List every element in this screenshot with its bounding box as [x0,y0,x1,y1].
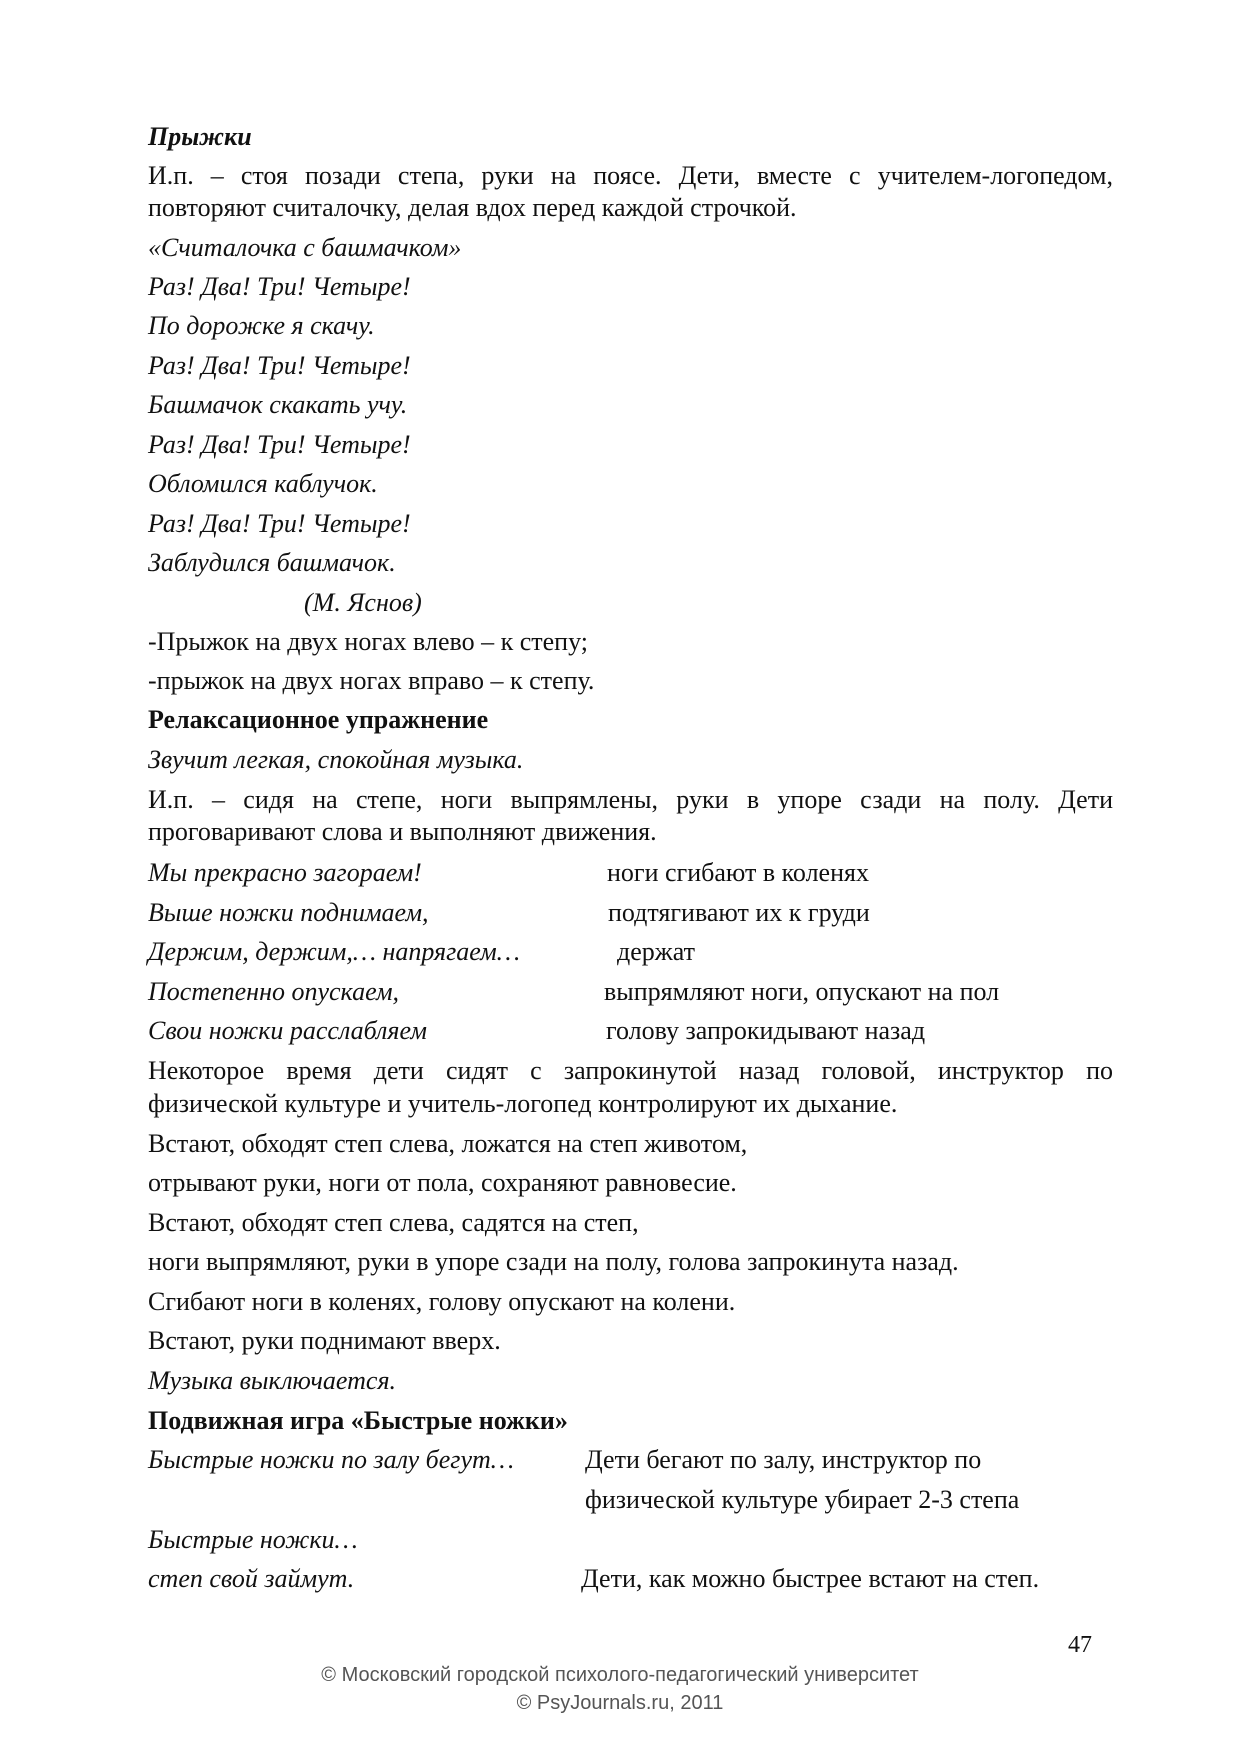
footer-copyright-journal: © PsyJournals.ru, 2011 [516,1692,724,1714]
game-words: степ свой займут. [148,1564,355,1593]
poem-line: Раз! Два! Три! Четыре! [148,272,411,301]
game-words: Быстрые ножки по залу бегут… [148,1445,514,1474]
jumps-intro-line-1: И.п. – стоя позади степа, руки на поясе. Дети, вместе с учителем-логопедом, [148,161,1113,190]
poem-line: Заблудился башмачок. [148,548,396,577]
relax-step: Встают, обходят степ слева, садятся на степ, [148,1208,639,1237]
section-heading-jumps: Прыжки [148,122,252,151]
relax-step: отрывают руки, ноги от пола, сохраняют равновесие. [148,1168,737,1197]
section-heading-relaxation: Релаксационное упражнение [148,705,489,734]
game-action: физической культуре убирает 2-3 степа [585,1485,1020,1514]
relax-action: ноги сгибают в коленях [607,858,869,887]
poem-line: По дорожке я скачу. [148,311,375,340]
relax-words: Постепенно опускаем, [148,977,400,1006]
relax-step: ноги выпрямляют, руки в упоре сзади на полу, голова запрокинута назад. [148,1247,959,1276]
poem-author: (М. Яснов) [304,588,422,617]
jumps-intro-line-2: повторяют считалочку, делая вдох перед каждой строчкой. [148,193,797,222]
section-heading-game: Подвижная игра «Быстрые ножки» [148,1406,568,1435]
relax-paragraph-line-2: физической культуре и учитель-логопед контролируют их дыхание. [148,1089,898,1118]
poem-line: Башмачок скакать учу. [148,390,408,419]
page-number: 47 [1068,1632,1092,1658]
poem-line: Обломился каблучок. [148,469,378,498]
footer-copyright-university: © Московский городской психолого-педагогический университет [321,1664,919,1686]
relax-action: подтягивают их к груди [608,898,870,927]
relax-action: голову запрокидывают назад [606,1016,926,1045]
music-on-note: Звучит легкая, спокойная музыка. [148,745,524,774]
poem-line: Раз! Два! Три! Четыре! [148,430,411,459]
jump-instruction: -прыжок на двух ногах вправо – к степу. [148,666,595,695]
jump-instruction: -Прыжок на двух ногах влево – к степу; [148,627,588,656]
game-action: Дети, как можно быстрее встают на степ. [581,1564,1040,1593]
relax-intro-line-1: И.п. – сидя на степе, ноги выпрямлены, руки в упоре сзади на полу. Дети [148,785,1113,814]
poem-line: Раз! Два! Три! Четыре! [148,351,411,380]
game-words: Быстрые ножки… [148,1525,358,1554]
poem-title: «Считалочка с башмачком» [148,233,462,262]
relax-action: держат [617,937,695,966]
relax-words: Выше ножки поднимаем, [148,898,429,927]
relax-paragraph-line-1: Некоторое время дети сидят с запрокинутой назад головой, инструктор по [148,1056,1113,1085]
music-off-note: Музыка выключается. [148,1366,397,1395]
poem-line: Раз! Два! Три! Четыре! [148,509,411,538]
relax-action: выпрямляют ноги, опускают на пол [604,977,1000,1006]
relax-words: Мы прекрасно загораем! [148,858,422,887]
relax-step: Встают, обходят степ слева, ложатся на степ животом, [148,1129,748,1158]
relax-words: Свои ножки расслабляем [148,1016,427,1045]
relax-step: Встают, руки поднимают вверх. [148,1326,501,1355]
relax-words: Держим, держим,… напрягаем… [148,937,520,966]
game-action: Дети бегают по залу, инструктор по [585,1445,982,1474]
relax-intro-line-2: проговаривают слова и выполняют движения. [148,817,657,846]
relax-step: Сгибают ноги в коленях, голову опускают на колени. [148,1287,736,1316]
